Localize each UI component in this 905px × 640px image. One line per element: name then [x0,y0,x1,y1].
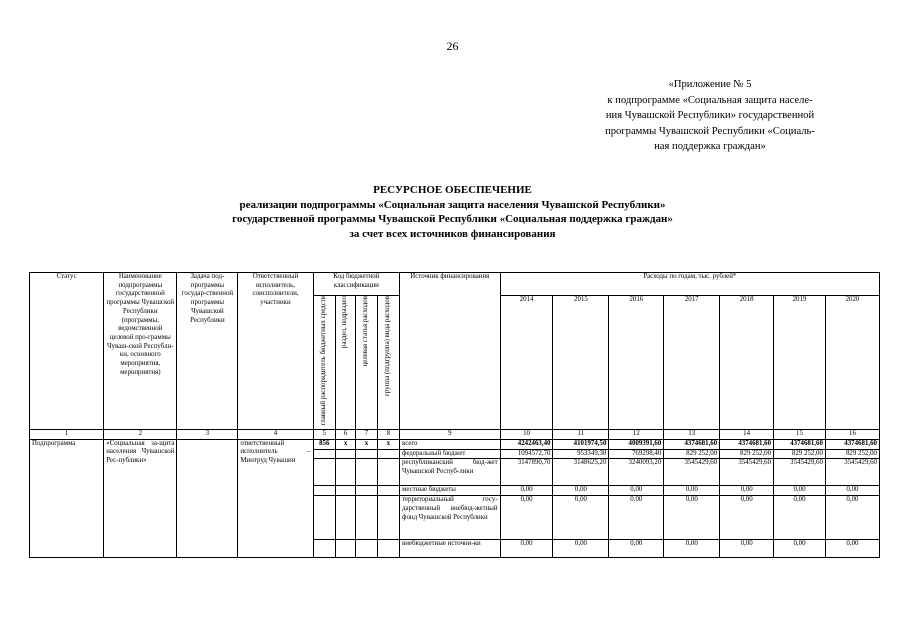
value-cell: 829 252,00 [664,449,720,459]
header-year: 2016 [609,296,664,430]
value-cell: 953349,30 [553,449,609,459]
code-empty [313,486,335,496]
title-line: за счет всех источников финансирования [349,227,556,240]
value-cell: 3545429,60 [774,459,826,486]
value-cell: 0,00 [500,496,553,540]
column-number: 7 [356,429,377,439]
source-cell: республиканский бюд-жет Чувашской Респуб-лики [399,459,500,486]
header-year: 2020 [825,296,879,430]
header-year: 2018 [720,296,774,430]
value-cell: 4009391,60 [609,439,664,449]
header-expenses: Расходы по годам, тыс. рублей* [500,273,879,296]
value-cell: 3147890,70 [500,459,553,486]
code-empty [335,540,355,558]
value-cell: 3240093,20 [609,459,664,486]
value-cell: 4101974,50 [553,439,609,449]
column-number: 9 [399,429,500,439]
code-target: x [356,439,377,449]
column-number: 11 [553,429,609,439]
value-cell: 0,00 [774,540,826,558]
column-number: 2 [104,429,177,439]
column-number: 8 [377,429,399,439]
program-status: Подпрограмма [30,439,104,558]
code-empty [377,540,399,558]
code-empty [356,486,377,496]
code-empty [377,496,399,540]
value-cell: 829 252,00 [774,449,826,459]
code-empty [313,459,335,486]
code-empty [335,449,355,459]
value-cell: 3148625,20 [553,459,609,486]
value-cell: 4242463,40 [500,439,553,449]
column-number: 1 [30,429,104,439]
column-number: 3 [177,429,238,439]
appendix-line: «Приложение № 5 [668,79,752,90]
source-cell: федеральный бюджет [399,449,500,459]
code-empty [335,486,355,496]
value-cell: 769298,40 [609,449,664,459]
code-empty [377,459,399,486]
code-section: x [335,439,355,449]
header-bc-group [377,296,399,430]
value-cell: 0,00 [500,540,553,558]
code-empty [377,486,399,496]
value-cell: 4374681,60 [825,439,879,449]
header-year: 2014 [500,296,553,430]
code-empty [377,449,399,459]
title-line: государственной программы Чувашской Республики «Социальная поддержка граждан» [232,213,673,226]
source-cell: местные бюджеты [399,486,500,496]
header-bc-group-text: группа (подгруппа) вида расходов [383,296,391,396]
header-bc-grbs-text: главный распорядитель бюджетных средств [319,296,327,426]
value-cell: 0,00 [609,496,664,540]
code-empty [313,449,335,459]
value-cell: 0,00 [553,496,609,540]
header-year: 2017 [664,296,720,430]
page-number: 26 [446,39,459,53]
code-empty [313,496,335,540]
column-number: 4 [238,429,313,439]
code-empty [356,459,377,486]
column-number: 10 [500,429,553,439]
source-cell: внебюджетные источни-ки [399,540,500,558]
program-executor: ответственный исполнитель – Минтруд Чувашии [238,439,313,558]
code-group: x [377,439,399,449]
column-number: 14 [720,429,774,439]
resource-table [29,272,880,558]
value-cell: 0,00 [720,496,774,540]
program-task [177,439,238,558]
code-grbs: 856 [313,439,335,449]
value-cell: 0,00 [609,540,664,558]
header-year: 2015 [553,296,609,430]
value-cell: 0,00 [720,486,774,496]
code-empty [335,496,355,540]
code-empty [313,540,335,558]
value-cell: 0,00 [664,540,720,558]
header-year: 2019 [774,296,826,430]
header-bc-section [335,296,355,430]
header-bc-section-text: раздел, подраздел [341,296,349,349]
code-empty [356,540,377,558]
table-row [30,439,880,449]
code-empty [335,459,355,486]
header-name: Наименование подпрограммы государственной программы Чувашской Республики (программы, ведомственной целевой про-граммы Чуваш-ской Республи-ки, основного мероприятия, мероприятия) [104,273,177,430]
value-cell: 0,00 [553,540,609,558]
header-bc-target-text: целевая статья расходов [362,296,370,367]
value-cell: 0,00 [825,496,879,540]
column-number: 6 [335,429,355,439]
code-empty [356,496,377,540]
appendix-line: программы Чувашской Республики «Социаль- [605,125,815,137]
value-cell: 4374681,60 [720,439,774,449]
value-cell: 3545429,60 [720,459,774,486]
header-status: Статус [30,273,104,430]
value-cell: 0,00 [500,486,553,496]
source-cell: территориальный госу-дарственный внебюд-жетный фонд Чувашской Республики [399,496,500,540]
header-bc-grbs [313,296,335,430]
value-cell: 0,00 [664,486,720,496]
value-cell: 0,00 [774,486,826,496]
value-cell: 4374681,60 [664,439,720,449]
column-number: 12 [609,429,664,439]
value-cell: 0,00 [825,486,879,496]
value-cell: 829 252,00 [825,449,879,459]
value-cell: 0,00 [553,486,609,496]
column-numbers-row [30,429,880,439]
appendix-line: ния Чувашской Республики» государственной [605,110,815,121]
appendix-line: ная поддержка граждан» [654,141,766,152]
value-cell: 3545429,60 [664,459,720,486]
column-number: 15 [774,429,826,439]
document-title [0,183,905,241]
code-empty [356,449,377,459]
value-cell: 0,00 [609,486,664,496]
value-cell: 0,00 [720,540,774,558]
value-cell: 0,00 [774,496,826,540]
title-line: РЕСУРСНОЕ ОБЕСПЕЧЕНИЕ [373,184,532,196]
appendix-note [575,77,845,155]
value-cell: 0,00 [825,540,879,558]
header-source: Источник финансирования [399,273,500,430]
column-number: 13 [664,429,720,439]
value-cell: 0,00 [664,496,720,540]
appendix-line: к подпрограмме «Социальная защита населе- [607,94,813,106]
header-budget-code: Код бюджетной классификации [313,273,399,296]
value-cell: 1094572,70 [500,449,553,459]
title-line: реализации подпрограммы «Социальная защита населения Чувашской Республики» [239,198,666,211]
header-task: Задача под-программы государ-ственной программы Чувашской Республики [177,273,238,430]
value-cell: 4374681,60 [774,439,826,449]
column-number: 16 [825,429,879,439]
source-cell: всего [399,439,500,449]
value-cell: 3545429,60 [825,459,879,486]
header-bc-target [356,296,377,430]
value-cell: 829 252,00 [720,449,774,459]
column-number: 5 [313,429,335,439]
program-name: «Социальная за-щита населения Чувашской Рес-публики» [104,439,177,558]
header-executor: Ответственный исполнитель, соисполнители, участники [238,273,313,430]
